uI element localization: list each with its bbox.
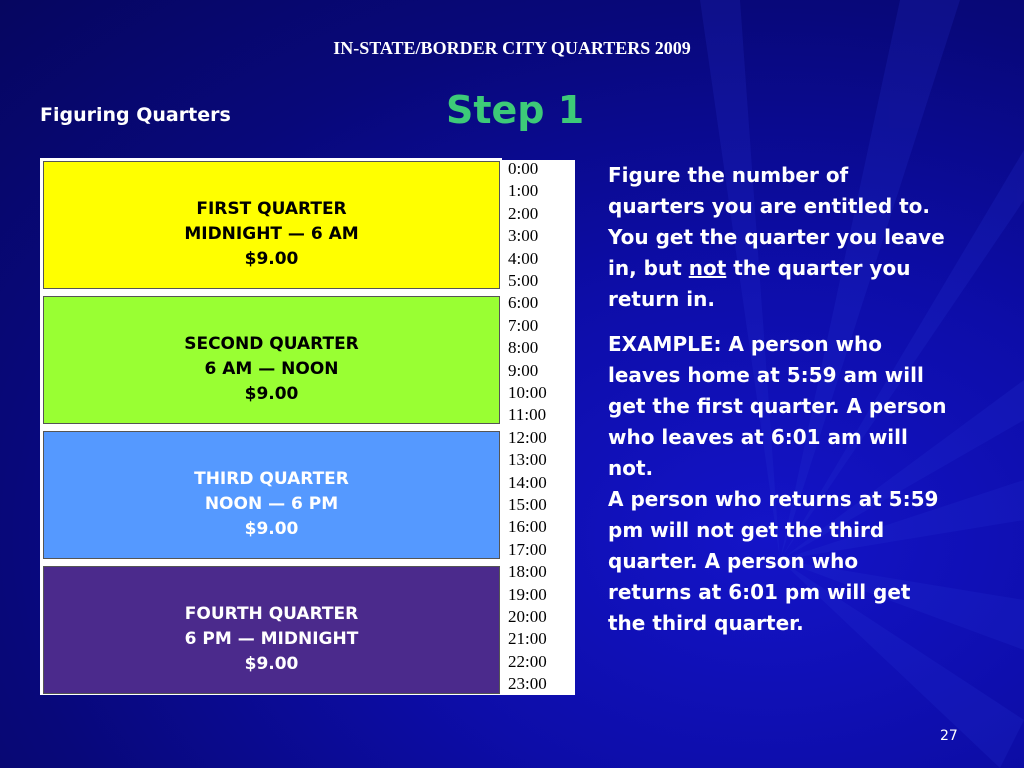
example-departure-text: EXAMPLE: A person who leaves home at 5:59 am will get the first quarter. A person who leaves at 6:01 am will not. bbox=[608, 332, 947, 480]
quarters-panel bbox=[40, 158, 502, 695]
hour-label: 0:00 bbox=[508, 159, 539, 178]
hour-label: 13:00 bbox=[508, 450, 547, 470]
step-heading: Step 1 bbox=[446, 88, 585, 132]
quarter-name: SECOND QUARTER bbox=[184, 334, 359, 354]
hour-label: 3:00 bbox=[508, 226, 539, 246]
fourth-quarter-box bbox=[43, 566, 500, 694]
hour-label: 16:00 bbox=[508, 517, 547, 537]
hour-label: 20:00 bbox=[508, 607, 547, 626]
hour-label: 19:00 bbox=[508, 584, 547, 604]
hour-label: 4:00 bbox=[508, 248, 539, 268]
quarter-range: MIDNIGHT — 6 AM bbox=[184, 224, 359, 244]
hour-label: 23:00 bbox=[508, 674, 547, 694]
hour-label: 2:00 bbox=[508, 203, 539, 223]
hour-label: 10:00 bbox=[508, 383, 547, 402]
quarter-amount: $9.00 bbox=[244, 249, 299, 269]
hour-column bbox=[502, 160, 575, 695]
hour-label: 15:00 bbox=[508, 495, 547, 514]
quarter-range: 6 AM — NOON bbox=[204, 359, 339, 379]
slide-title: IN-STATE/BORDER CITY QUARTERS 2009 bbox=[333, 38, 691, 58]
hour-label: 22:00 bbox=[508, 651, 547, 671]
hour-label: 21:00 bbox=[508, 629, 547, 649]
second-quarter-box bbox=[43, 296, 500, 424]
example-paragraph bbox=[608, 329, 948, 639]
slide-subtitle: Figuring Quarters bbox=[40, 104, 231, 126]
hour-label: 7:00 bbox=[508, 315, 539, 335]
quarter-name: THIRD QUARTER bbox=[194, 469, 349, 489]
quarter-amount: $9.00 bbox=[244, 384, 299, 404]
emphasis-not: not bbox=[688, 256, 727, 280]
instruction-text-start: Figure the number of quarters you are entitled to. You get the quarter you leave in, but bbox=[608, 163, 945, 280]
hour-label: 8:00 bbox=[508, 338, 539, 358]
first-quarter-box bbox=[43, 161, 500, 289]
hour-label: 11:00 bbox=[508, 405, 547, 425]
hour-label: 18:00 bbox=[508, 562, 547, 582]
quarter-name: FOURTH QUARTER bbox=[184, 604, 359, 624]
third-quarter-box bbox=[43, 431, 500, 559]
quarter-amount: $9.00 bbox=[244, 519, 299, 539]
hour-label: 17:00 bbox=[508, 539, 547, 559]
hour-label: 6:00 bbox=[508, 293, 539, 313]
hour-label: 5:00 bbox=[508, 271, 539, 290]
quarter-amount: $9.00 bbox=[244, 654, 299, 674]
instruction-paragraph bbox=[608, 160, 948, 315]
hour-label: 9:00 bbox=[508, 360, 539, 380]
quarter-name: FIRST QUARTER bbox=[196, 199, 347, 219]
instruction-text-end: the quarter you return in. bbox=[608, 256, 911, 311]
quarter-range: NOON — 6 PM bbox=[204, 494, 339, 514]
example-return-text: A person who returns at 5:59 pm will not get the third quarter. A person who returns at 6:01 pm will get the third quarter. bbox=[608, 487, 939, 635]
explanation-text bbox=[608, 160, 948, 639]
page-number: 27 bbox=[940, 728, 958, 744]
hour-label: 12:00 bbox=[508, 427, 547, 447]
hour-label: 1:00 bbox=[508, 181, 539, 201]
quarter-range: 6 PM — MIDNIGHT bbox=[184, 629, 359, 649]
hour-label: 14:00 bbox=[508, 472, 547, 492]
